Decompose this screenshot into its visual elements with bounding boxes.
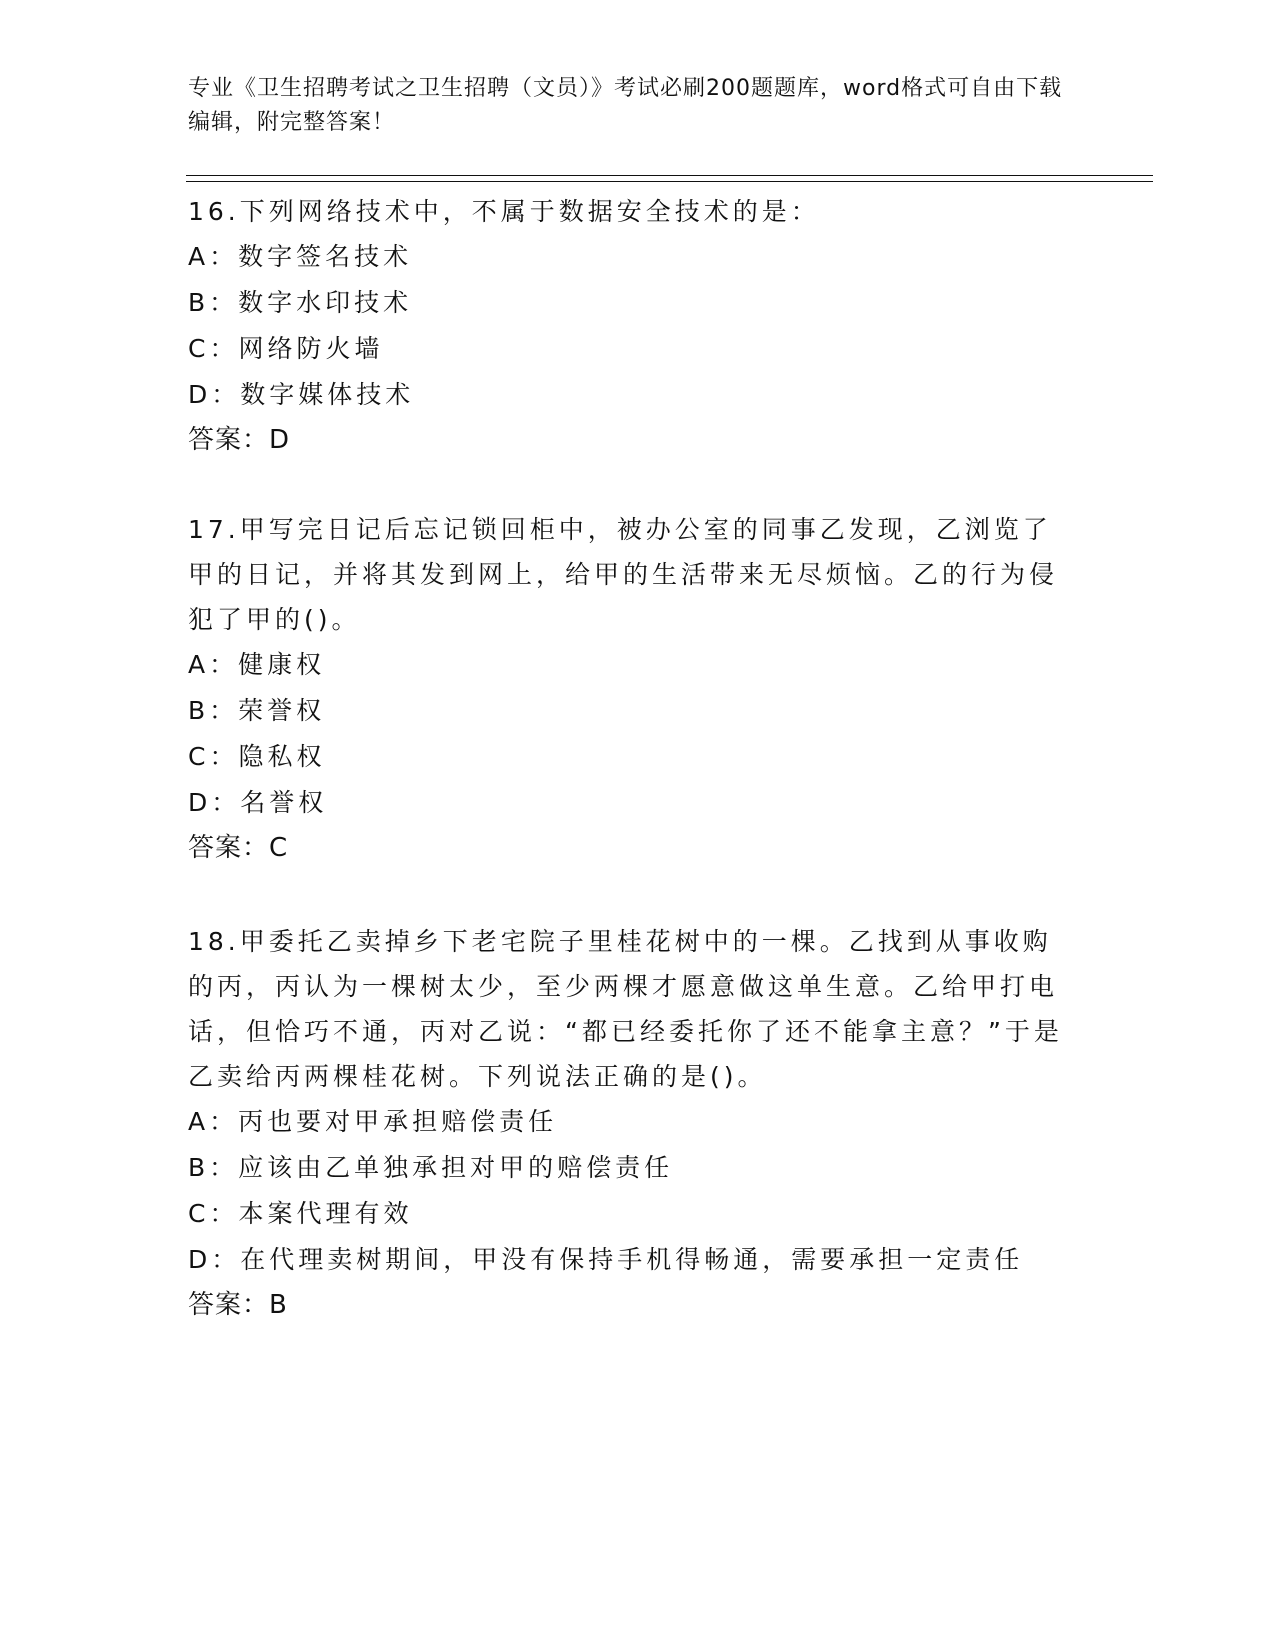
option-b: B：应该由乙单独承担对甲的赔偿责任	[188, 1153, 674, 1182]
option-a: A：丙也要对甲承担赔偿责任	[188, 1107, 558, 1136]
answer: 答案：B	[188, 1290, 288, 1320]
option-c: C：隐私权	[188, 742, 326, 771]
question-17	[188, 507, 1068, 872]
question-18	[188, 919, 1068, 1329]
option-a: A：健康权	[188, 650, 326, 679]
option-b: B：荣誉权	[188, 696, 326, 725]
question-stem: 17.甲写完日记后忘记锁回柜中，被办公室的同事乙发现，乙浏览了甲的日记，并将其发到网上，给甲的生活带来无尽烦恼。乙的行为侵犯了甲的()。	[188, 515, 1059, 634]
option-d: D：数字媒体技术	[188, 380, 415, 409]
header-divider-bottom	[186, 181, 1153, 182]
option-d: D：名誉权	[188, 788, 328, 817]
question-stem: 18.甲委托乙卖掉乡下老宅院子里桂花树中的一棵。乙找到从事收购的丙，丙认为一棵树太少，至少两棵才愿意做这单生意。乙给甲打电话，但恰巧不通，丙对乙说：“都已经委托你了还不能拿主意？”于是乙卖给丙两棵桂花树。下列说法正确的是()。	[188, 927, 1063, 1091]
answer: 答案：D	[188, 425, 291, 455]
document-header: 专业《卫生招聘考试之卫生招聘（文员）》考试必刷200题题库，word格式可自由下载编辑，附完整答案！	[188, 76, 1063, 135]
option-d: D：在代理卖树期间，甲没有保持手机得畅通，需要承担一定责任	[188, 1245, 1024, 1274]
header-divider-top	[186, 175, 1153, 176]
question-stem: 16.下列网络技术中，不属于数据安全技术的是：	[188, 197, 820, 226]
option-a: A：数字签名技术	[188, 242, 413, 271]
option-c: C：网络防火墙	[188, 334, 384, 363]
question-16	[188, 189, 1068, 464]
option-b: B：数字水印技术	[188, 288, 413, 317]
answer: 答案：C	[188, 833, 289, 863]
option-c: C：本案代理有效	[188, 1199, 413, 1228]
